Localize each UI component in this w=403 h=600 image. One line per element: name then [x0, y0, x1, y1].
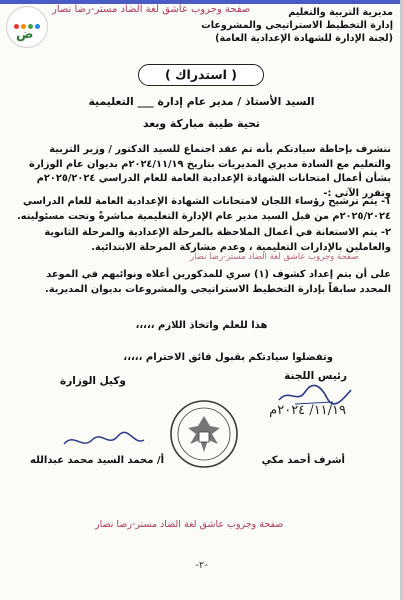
header-line-directorate: مديرية التربية والتعليم [288, 7, 393, 18]
decision-item-2: ٢- يتم الاستعانة في أعمال الملاحظة بالمرحلة الإعدادية والمرحلة الثانوية والعاملين بالإدارات التعليمية ، وعدم مشاركة المرحلة الابتدائية. [44, 227, 391, 253]
watermark-bottom: صفحة وجروب عاشق لغة الضاد مستر-رضا نصار [95, 519, 284, 530]
chair-label: رئيس اللجنة [284, 370, 347, 382]
chair-date: ١١/١٩/ ٢٠٢٤م [269, 403, 346, 418]
eagle-seal-icon [168, 398, 240, 470]
deputy-signature-icon [58, 430, 148, 454]
school-logo-icon: ض [6, 6, 48, 48]
letterhead [183, 6, 393, 45]
page-number: -٢- [195, 560, 208, 571]
closing-line: هذا للعلم واتخاذ اللازم ،،،،، [135, 320, 268, 331]
paragraph-instructions: على أن يتم إعداد كشوف (١) سري للمذكورين أعلاه ونوائبهم في الموعد المحدد سابقاً بإدارة التخطيط الاستراتيجي والمشروعات بديوان المديرية. [45, 269, 391, 295]
header-line-committee: (لجنة الإدارة للشهادة الإعدادية العامة) [215, 33, 393, 44]
decision-item-1: ١- يتم ترشيح رؤساء اللجان لامتحانات الشهادة الإعدادية العامة للعام الدراسي ٢٠٢٥/٢٠٢٤م من قبل السيد مدير عام الإدارة التعليمية مباشرةً وتحت مسئوليته. [17, 196, 391, 222]
greeting: تحية طيبة مباركة وبعد [143, 117, 260, 130]
deputy-label: وكيل الوزارة [60, 375, 126, 387]
watermark-middle: صفحة وجروب عاشق لغة الضاد مستر-رضا نصار [190, 252, 359, 262]
deputy-name: أ/ محمد السيد محمد عبدالله [30, 455, 164, 466]
regards-line: وتفضلوا سيادتكم بقبول فائق الاحترام ،،،،، [123, 352, 333, 363]
watermark-top: صفحة وجروب عاشق لغة الضاد مستر-رضا نصار [52, 4, 251, 15]
document-title: ( استدراك ) [138, 64, 264, 86]
header-line-department: إدارة التخطيط الاستراتيجي والمشروعات [201, 20, 393, 31]
chair-name: أشرف أحمد مكي [261, 455, 345, 466]
salutation: السيد الأستاذ / مدير عام إدارة ___ التعليمية [88, 95, 315, 108]
paragraph-intro: نتشرف بإحاطة سيادتكم بأنه تم عقد اجتماع للسيد الدكتور / وزير التربية والتعليم مع السادة مديري المديريات بتاريخ ٢٠٢٤/١١/١٩م بديوان عام الوزارة بشأن أعمال امتحانات الشهادة الإعدادية العامة للعام الدراسي ٢٠٢٥/٢٠٢٤م وتقرر الآتي :- [29, 144, 391, 199]
